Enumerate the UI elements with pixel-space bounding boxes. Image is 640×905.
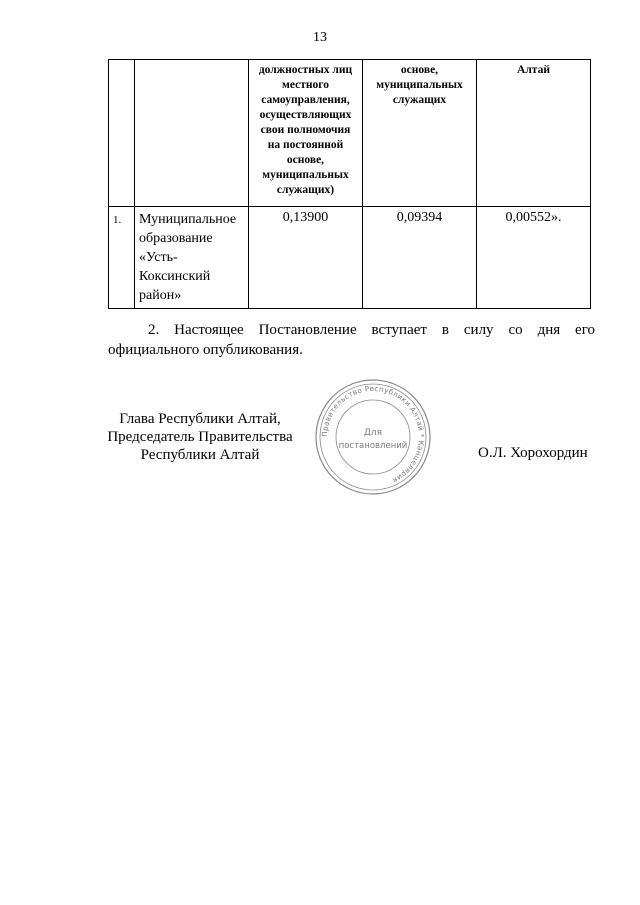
row-number: 1. [109, 207, 135, 309]
position-line-3: Республики Алтай [140, 447, 260, 463]
stamp-outer-text: Правительство Республики Алтай * Канцелярия [319, 383, 427, 486]
row-value-3: 0,00552». [477, 207, 591, 309]
table-header-row [109, 60, 591, 207]
page-number: 13 [313, 30, 327, 45]
header-cell-altai: Алтай [477, 60, 591, 207]
signatory-position [100, 410, 300, 464]
row-value-1: 0,13900 [249, 207, 363, 309]
official-stamp [314, 378, 432, 496]
header-cell-officials: должностных лиц местного самоуправления, осуществляющих свои полномочия на постоянной основе, муниципальных служащих) [249, 60, 363, 207]
header-cell-number [109, 60, 135, 207]
signatory-name: О.Л. Хорохордин [478, 445, 588, 461]
coefficients-table [108, 59, 591, 309]
position-line-2: Председатель Правительства [107, 429, 293, 445]
table-row [109, 207, 591, 309]
stamp-inner-line-2: постановлений [338, 441, 408, 451]
header-cell-employees: основе, муниципальных служащих [363, 60, 477, 207]
header-cell-name [135, 60, 249, 207]
stamp-inner-line-1: Для [363, 428, 383, 438]
row-municipality-name: Муниципальное образование «Усть-Коксинский район» [135, 207, 249, 309]
effective-date-paragraph: 2. Настоящее Постановление вступает в силу со дня его официального опубликования. [108, 322, 595, 358]
position-line-1: Глава Республики Алтай, [119, 411, 281, 427]
row-value-2: 0,09394 [363, 207, 477, 309]
